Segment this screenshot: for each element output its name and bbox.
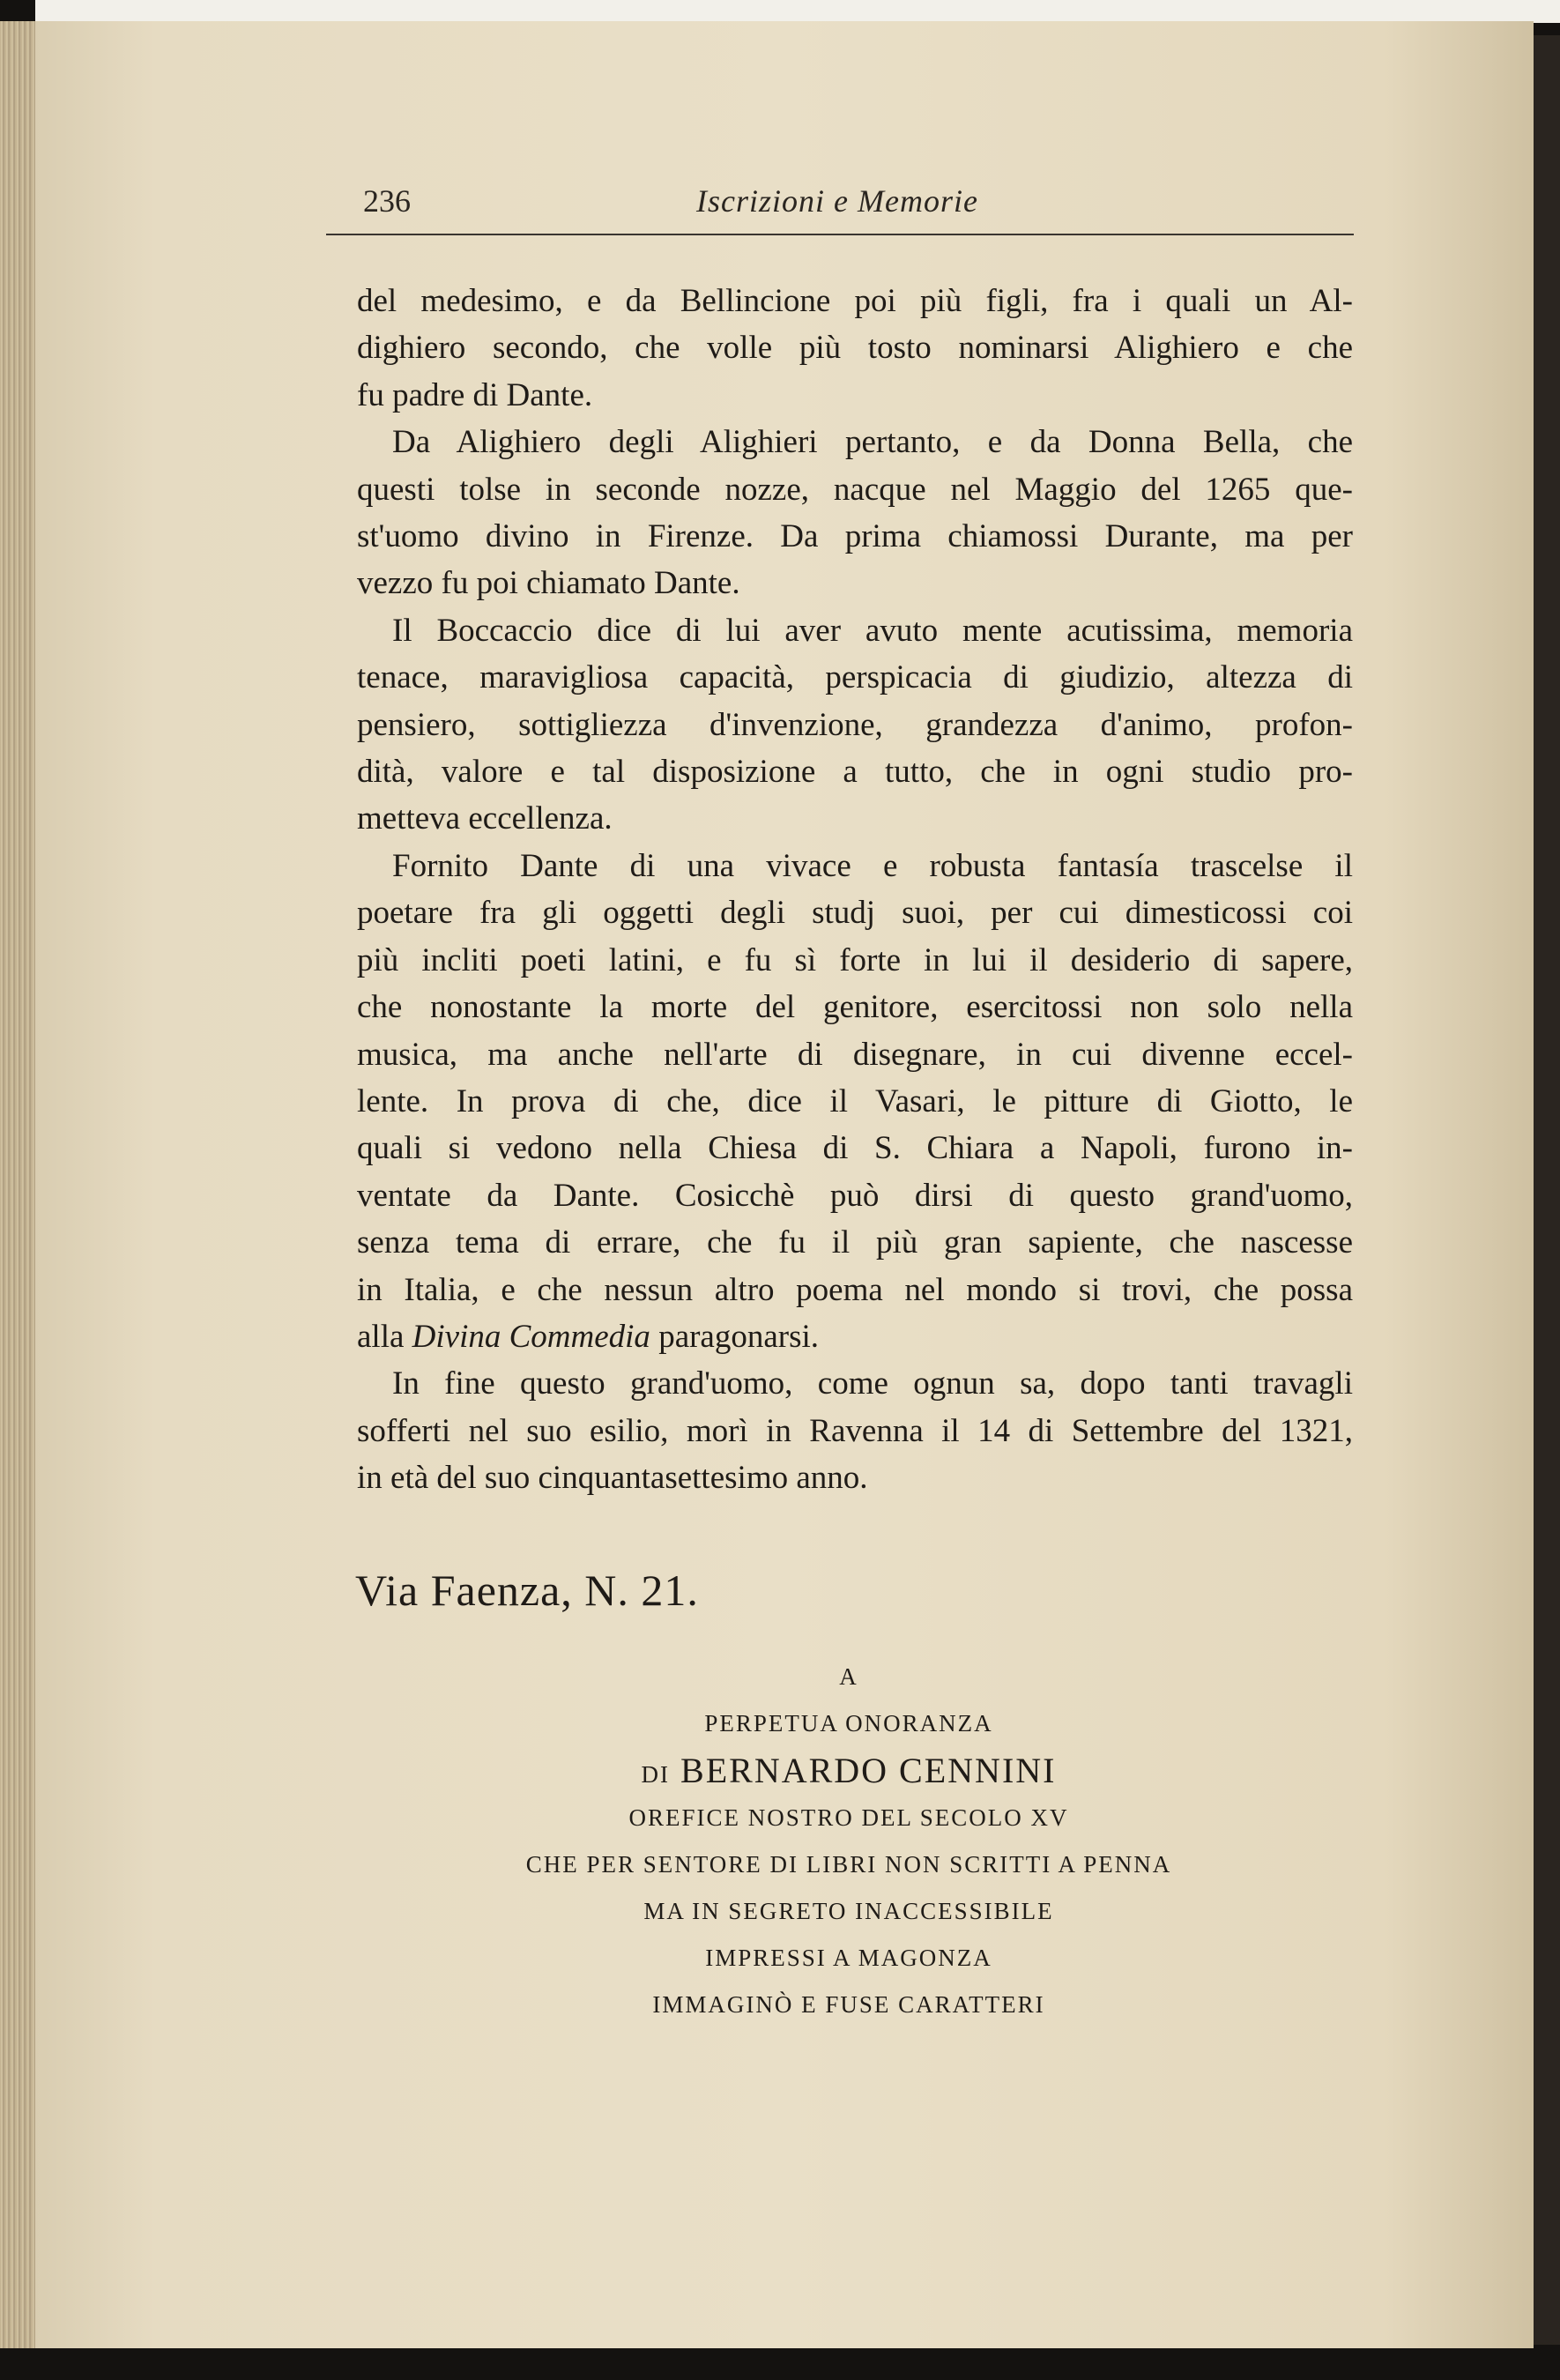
inscription-line: PERPETUA ONORANZA xyxy=(704,1710,993,1737)
text-line: lente. In prova di che, dice il Vasari, le pitture di Giotto, le xyxy=(357,1082,1353,1119)
text-line: sofferti nel suo esilio, morì in Ravenna il 14 di Settembre del 1321, xyxy=(357,1412,1353,1449)
inscription-line: CHE PER SENTORE DI LIBRI NON SCRITTI A PENNA xyxy=(525,1851,1172,1878)
text-line: Fornito Dante di una vivace e robusta fantasía trascelse il xyxy=(392,847,1353,884)
text-line: Il Boccaccio dice di lui aver avuto mente acutissima, memoria xyxy=(392,612,1353,649)
text-line: che nonostante la morte del genitore, esercitossi non solo nella xyxy=(357,989,1353,1026)
paragraph-3 xyxy=(357,607,1353,843)
text-line: quali si vedono nella Chiesa di S. Chiara a Napoli, furono in- xyxy=(357,1130,1353,1167)
text-line: dighiero secondo, che volle più tosto nominarsi Alighiero e che xyxy=(357,330,1353,367)
text-line: metteva eccellenza. xyxy=(357,800,613,837)
text-line: senza tema di errare, che fu il più gran sapiente, che nascesse xyxy=(357,1224,1353,1261)
paragraph-1 xyxy=(357,278,1353,419)
text-line: ventate da Dante. Cosicchè può dirsi di questo grand'uomo, xyxy=(357,1177,1353,1214)
text-line xyxy=(357,1313,1353,1360)
text-line: in età del suo cinquantasettesimo anno. xyxy=(357,1460,868,1497)
text-line: più incliti poeti latini, e fu sì forte in lui il desiderio di sapere, xyxy=(357,941,1353,978)
body-text xyxy=(357,278,1353,1502)
text-line: pensiero, sottigliezza d'invenzione, grandezza d'animo, profon- xyxy=(357,706,1353,743)
text-line: In fine questo grand'uomo, come ognun sa, dopo tanti travagli xyxy=(392,1365,1353,1402)
book-title-italic: Divina Commedia xyxy=(412,1318,650,1355)
inscription-name: BERNARDO CENNINI xyxy=(680,1751,1057,1790)
book-page-edges xyxy=(0,21,35,2348)
scan-top-margin xyxy=(35,0,1560,23)
text-line: musica, ma anche nell'arte di disegnare, in cui divenne eccel- xyxy=(357,1036,1353,1073)
inscription-line: MA IN SEGRETO INACCESSIBILE xyxy=(643,1898,1054,1924)
paragraph-5 xyxy=(357,1360,1353,1501)
section-title: Via Faenza, N. 21. xyxy=(355,1566,699,1615)
text-line: questi tolse in seconde nozze, nacque nel Maggio del 1265 que- xyxy=(357,471,1353,508)
page-header xyxy=(326,172,1354,235)
text-line: del medesimo, e da Bellincione poi più figli, fra i quali un Al- xyxy=(357,283,1353,319)
inscription-prefix: DI xyxy=(641,1761,671,1788)
text-fragment: paragonarsi. xyxy=(650,1318,820,1355)
text-line: fu padre di Dante. xyxy=(357,376,593,413)
inscription-line: IMMAGINÒ E FUSE CARATTERI xyxy=(652,1991,1045,2018)
paragraph-4 xyxy=(357,843,1353,1360)
running-title: Iscrizioni e Memorie xyxy=(696,183,978,219)
inscription-line: OREFICE NOSTRO DEL SECOLO XV xyxy=(628,1804,1069,1831)
text-line: in Italia, e che nessun altro poema nel mondo si trovi, che possa xyxy=(357,1271,1353,1308)
text-line: tenace, maravigliosa capacità, perspicacia di giudizio, altezza di xyxy=(357,659,1353,696)
inscription-line: IMPRESSI A MAGONZA xyxy=(705,1945,992,1971)
inscription-line: A xyxy=(839,1663,858,1690)
text-line: Da Alighiero degli Alighieri pertanto, e da Donna Bella, che xyxy=(392,424,1353,461)
scan-right-margin xyxy=(1534,35,1560,2345)
text-line: st'uomo divino in Firenze. Da prima chiamossi Durante, ma per xyxy=(357,518,1353,555)
text-line: dità, valore e tal disposizione a tutto, che in ogni studio pro- xyxy=(357,754,1353,791)
page-number: 236 xyxy=(363,183,411,219)
paragraph-2 xyxy=(357,419,1353,607)
inscription xyxy=(326,1653,1371,2028)
inscription-name-line xyxy=(326,1747,1371,1795)
text-fragment: alla xyxy=(357,1318,412,1355)
text-line: poetare fra gli oggetti degli studj suoi, per cui dimesticossi coi xyxy=(357,895,1353,932)
text-line: vezzo fu poi chiamato Dante. xyxy=(357,565,740,602)
